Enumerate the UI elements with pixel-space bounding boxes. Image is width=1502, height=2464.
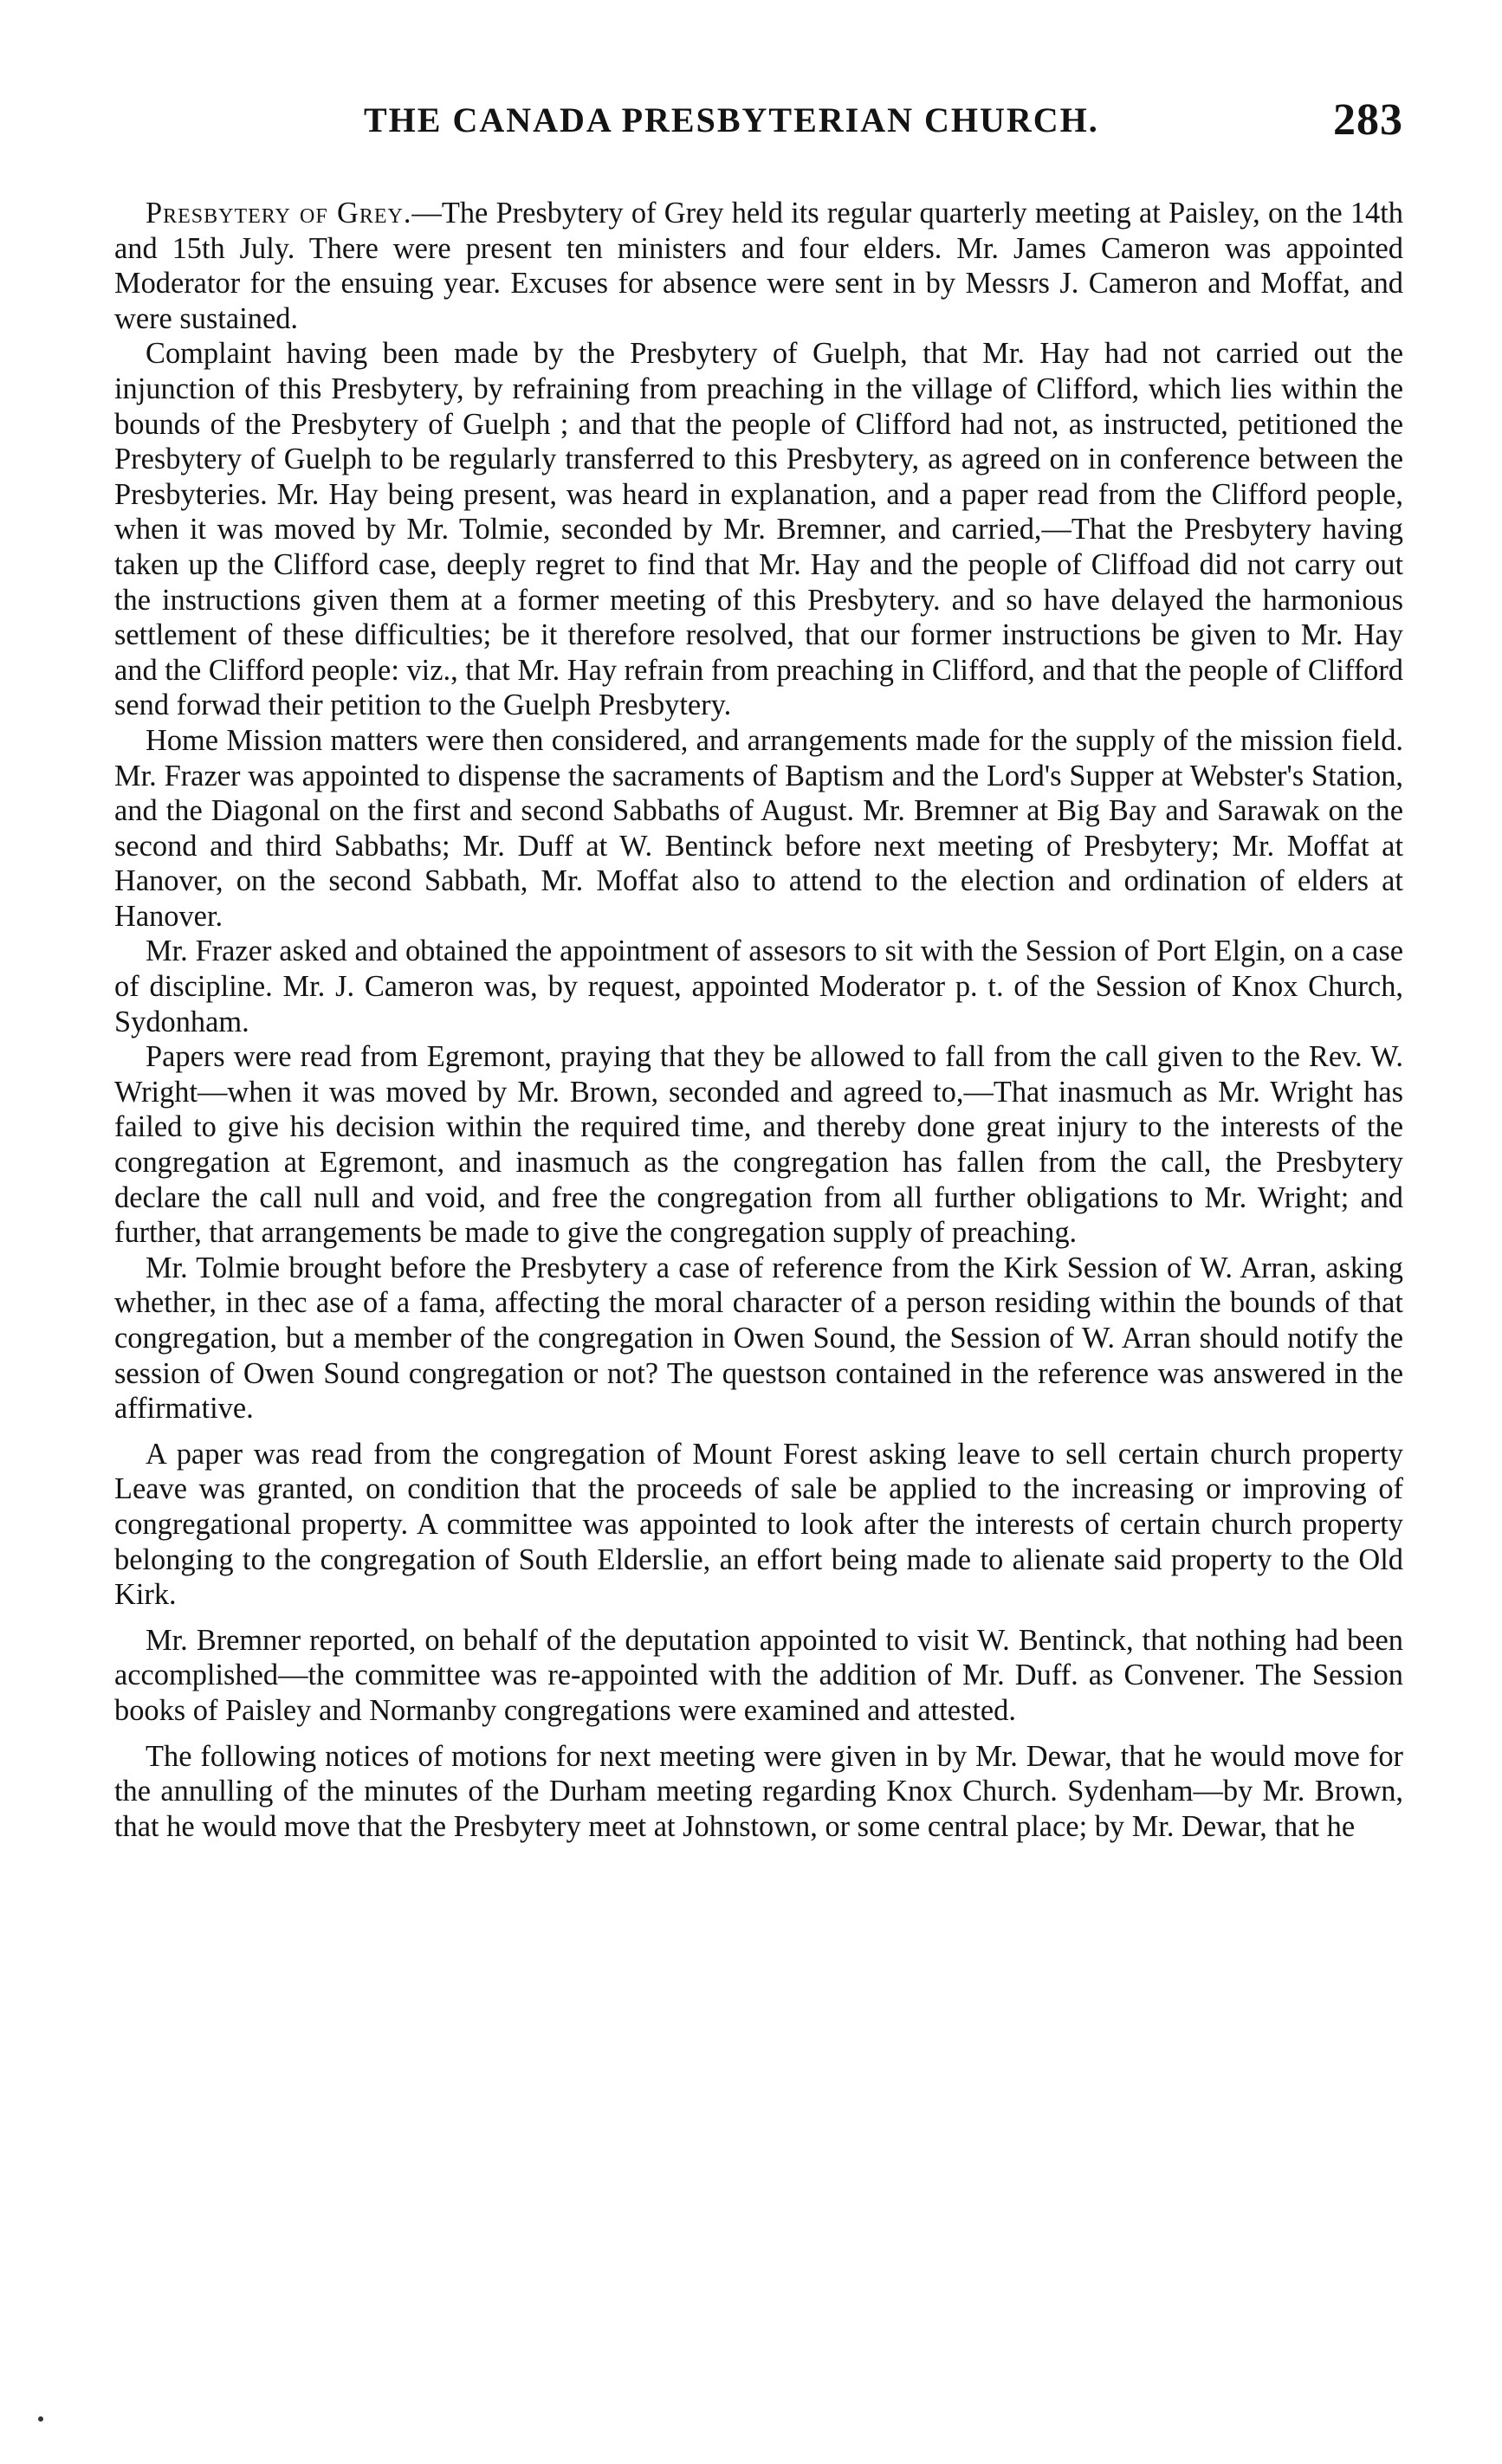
paragraph-6: Mr. Tolmie brought before the Presbytery a case of reference from the Kirk Session of W. Arran, asking whether, in thec ase of a fama, affecting the moral character of a person residing within the bounds of that congregation, but a member of the congregation in Owen Sound, the Session of W. Arran should notify the session of Owen Sound congregation or not? The questson contained in the reference was answered in the affirmative. xyxy=(114,1251,1403,1426)
paragraph-4: Mr. Frazer asked and obtained the appointment of assesors to sit with the Session of Port Elgin, on a case of discipline. Mr. J. Cameron was, by request, appointed Moderator p. t. of the Session of Knox Church, Sydonham. xyxy=(114,935,1403,1038)
paragraph-3: Home Mission matters were then considered, and arrangements made for the supply of the mission field. Mr. Frazer was appointed to dispense the sacraments of Baptism and the Lord's Supper at Webster's Station, and the Diagonal on the first and second Sabbaths of August. Mr. Bremner at Big Bay and Sarawak on the second and third Sabbaths; Mr. Duff at W. Bentinck before next meeting of Presbytery; Mr. Moffat at Hanover, on the second Sabbath, Mr. Moffat also to attend to the election and ordination of elders at Hanover. xyxy=(114,723,1403,933)
paragraph-5: Papers were read from Egremont, praying that they be allowed to fall from the call given to the Rev. W. Wright—when it was moved by Mr. Brown, seconded and agreed to,—That inasmuch as Mr. Wright has failed to give his decision within the required time, and thereby done great injury to the interests of the congregation at Egremont, and inasmuch as the congregation has fallen from the call, the Presbytery declare the call null and void, and free the congregation from all further obligations to Mr. Wright; and further, that arrangements be made to give the congregation supply of preaching. xyxy=(114,1040,1403,1250)
paragraph-7: A paper was read from the congregation of Mount Forest asking leave to sell certain church property Leave was granted, on condition that the proceeds of sale be applied to the increasing or improving of congregational property. A committee was appointed to look after the interests of certain church property belonging to the congregation of South Elderslie, an effort being made to alienate said property to the Old Kirk. xyxy=(114,1437,1403,1612)
page-number: 283 xyxy=(1333,95,1403,145)
scan-speck xyxy=(38,2416,43,2422)
paragraph-9: The following notices of motions for next meeting were given in by Mr. Dewar, that he would move for the annulling of the minutes of the Durham meeting regarding Knox Church. Sydenham—by Mr. Brown, that he would move that the Presbytery meet at Johnstown, or some central place; by Mr. Dewar, that he xyxy=(114,1739,1403,1843)
paragraph-1-text: —The Presbytery of Grey held its regular quarterly meeting at Paisley, on the 14th and 15th July. There were present ten ministers and four elders. Mr. James Cameron was appointed Moderator for the ensuing year. Excuses for absence were sent in by Messrs J. Cameron and Moffat, and were sustained. xyxy=(114,197,1403,335)
paragraph-8: Mr. Bremner reported, on behalf of the deputation appointed to visit W. Bentinck, that nothing had been accomplished—the committee was re-appointed with the addition of Mr. Duff. as Convener. The Session books of Paisley and Normanby congregations were examined and attested. xyxy=(114,1623,1403,1727)
running-header xyxy=(113,95,1403,152)
section-heading: Presbytery of Grey. xyxy=(146,197,412,230)
article-body xyxy=(114,196,1403,1844)
paragraph-2: Complaint having been made by the Presbytery of Guelph, that Mr. Hay had not carried out the injunction of this Presbytery, by refraining from preaching in the village of Clifford, which lies within the bounds of the Presbytery of Guelph ; and that the people of Clifford had not, as instructed, petitioned the Presbytery of Guelph to be regularly transferred to this Presbytery, as agreed on in conference between the Presbyteries. Mr. Hay being present, was heard in explanation, and a paper read from the Clifford people, when it was moved by Mr. Tolmie, seconded by Mr. Bremner, and carried,—That the Presbytery having taken up the Clifford case, deeply regret to find that Mr. Hay and the people of Cliffoad did not carry out the instructions given them at a former meeting of this Presbytery. and so have delayed the harmonious settlement of these difficulties; be it therefore resolved, that our former instructions be given to Mr. Hay and the Clifford people: viz., that Mr. Hay refrain from preaching in Clifford, and that the people of Clifford send forwad their petition to the Guelph Presbytery. xyxy=(114,337,1403,722)
paragraph-1 xyxy=(114,196,1403,336)
running-title: THE CANADA PRESBYTERIAN CHURCH. xyxy=(364,100,1099,139)
